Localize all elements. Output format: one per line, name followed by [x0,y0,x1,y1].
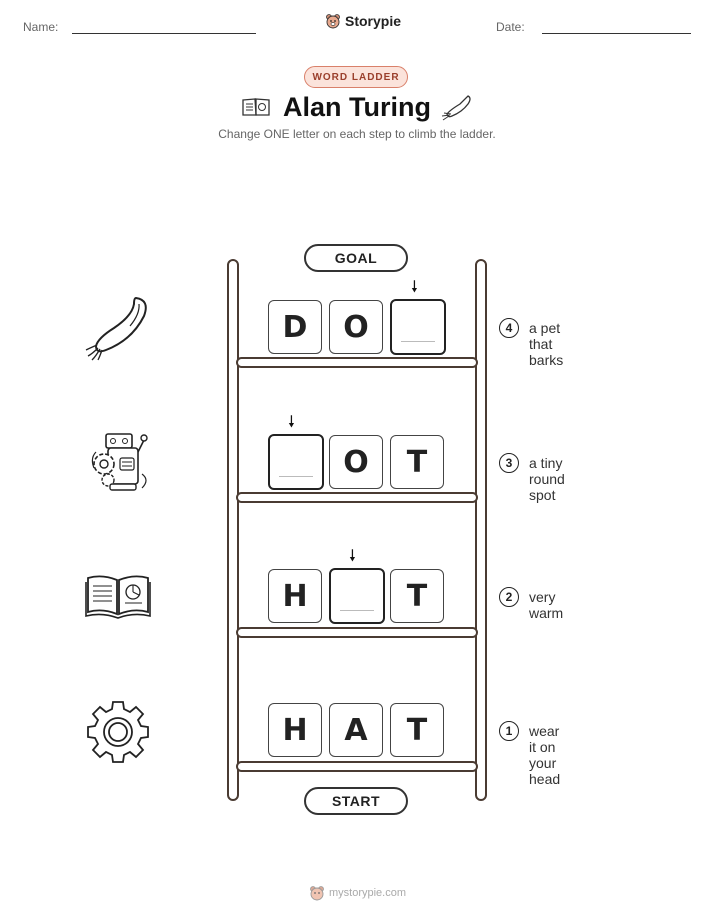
bacillus-icon [84,294,152,362]
letter-tile: O [329,435,383,489]
page-title: Alan Turing [283,92,431,122]
letter-tile: A [329,703,383,757]
machine-gears-icon [86,428,152,494]
clue-text: a tiny round spot [529,455,565,503]
letter-tile: T [390,703,444,757]
footer-url[interactable]: mystorypie.com [329,887,407,899]
change-arrow-icon: 🠗 [349,548,356,565]
step-number: 2 [499,587,519,607]
start-label: START [304,787,408,815]
instructions: Change ONE letter on each step to climb the ladder. [218,127,496,141]
letter-tile: D [268,300,322,354]
footer [309,885,406,901]
open-book-icon [84,572,152,620]
word-ladder-badge: WORD LADDER [304,66,408,88]
change-arrow-icon: 🠗 [411,279,418,296]
blank-letter-input[interactable] [390,299,446,355]
storypie-logo [325,13,401,29]
step-number: 1 [499,721,519,741]
bear-icon [325,13,341,29]
change-arrow-icon: 🠗 [288,414,295,431]
step-number: 4 [499,318,519,338]
date-line[interactable] [542,33,691,34]
clue-text: a pet that barks [529,320,564,368]
clue-text: very warm [529,589,564,621]
bear-icon [309,885,325,901]
goal-label: GOAL [304,244,408,272]
gear-icon [86,700,150,764]
letter-tile: H [268,703,322,757]
name-label: Name: [23,20,59,34]
name-line[interactable] [72,33,256,34]
letter-tile: H [268,569,322,623]
date-label: Date: [496,20,525,34]
blank-letter-input[interactable] [268,434,324,490]
brand-name: Storypie [345,13,402,29]
step-number: 3 [499,453,519,473]
letter-tile: T [390,435,444,489]
clue-text: wear it on your head [529,723,561,787]
bacillus-decoration-icon [440,92,474,122]
letter-tile: O [329,300,383,354]
blank-letter-input[interactable] [329,568,385,624]
letter-tile: T [390,569,444,623]
